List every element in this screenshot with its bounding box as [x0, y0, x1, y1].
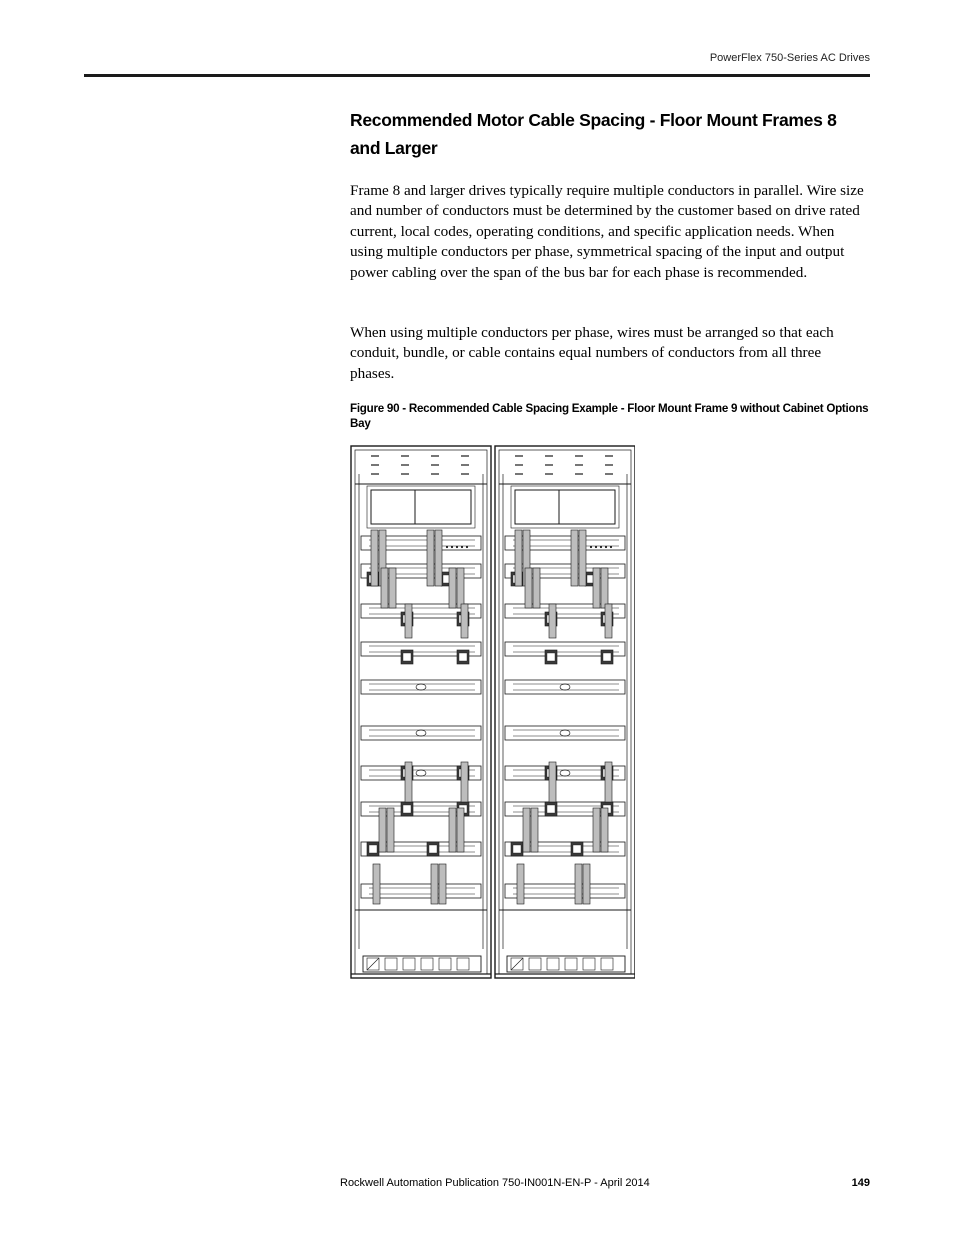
control-module [515, 490, 559, 524]
lug-face [403, 805, 411, 813]
conductor-cable [549, 762, 556, 802]
connector-dot [461, 546, 463, 548]
footer-publication: Rockwell Automation Publication 750-IN001N-EN-P - April 2014 [340, 1177, 650, 1189]
lug-face [603, 653, 611, 661]
conductor-cable [533, 568, 540, 608]
conductor-cable [605, 762, 612, 802]
conductor-cable [517, 864, 524, 904]
connector-dot [595, 546, 597, 548]
conductor-cable [461, 762, 468, 802]
connector-dot [446, 546, 448, 548]
module-bracket [367, 486, 475, 528]
conductor-cable [571, 530, 578, 586]
conductor-cable [515, 530, 522, 586]
base-cutout [385, 958, 397, 970]
connector-dot [590, 546, 592, 548]
conductor-cable [531, 808, 538, 852]
conductor-cable [601, 568, 608, 608]
base-cutout [601, 958, 613, 970]
bus-bar [505, 680, 625, 694]
lug-face [547, 805, 555, 813]
base-plate [507, 956, 625, 972]
base-cutout [439, 958, 451, 970]
conductor-cable [427, 530, 434, 586]
bus-bar-hole [560, 770, 570, 776]
conductor-cable [449, 568, 456, 608]
bus-bar-hole [416, 770, 426, 776]
module-bracket [511, 486, 619, 528]
conductor-cable [389, 568, 396, 608]
base-cutout-diag [511, 958, 523, 970]
conductor-cable [371, 530, 378, 586]
control-module [415, 490, 471, 524]
conductor-cable [605, 604, 612, 638]
conductor-cable [457, 808, 464, 852]
base-cutout [529, 958, 541, 970]
conductor-cable [601, 808, 608, 852]
bus-bar-hole [416, 730, 426, 736]
base-cutout [421, 958, 433, 970]
conductor-cable [449, 808, 456, 852]
lug-face [429, 845, 437, 853]
base-cutout [565, 958, 577, 970]
conductor-cable [405, 604, 412, 638]
connector-dot [456, 546, 458, 548]
base-cutout [547, 958, 559, 970]
conductor-cable [381, 568, 388, 608]
base-cutout [403, 958, 415, 970]
control-module [559, 490, 615, 524]
lug-face [403, 653, 411, 661]
figure-caption: Figure 90 - Recommended Cable Spacing Example - Floor Mount Frame 9 without Cabinet Options Bay [350, 402, 869, 430]
conductor-cable [373, 864, 380, 904]
body-paragraph-2: When using multiple conductors per phase, wires must be arranged so that each conduit, bundle, or cable contains equal numbers of conductors from all three phases. [350, 324, 834, 382]
conductor-cable [379, 808, 386, 852]
lug-face [369, 845, 377, 853]
base-cutout-diag [367, 958, 379, 970]
page-number: 149 [851, 1177, 870, 1189]
connector-dot [600, 546, 602, 548]
cabinet-drawing-svg [349, 444, 635, 982]
conductor-cable [575, 864, 582, 904]
conductor-cable [461, 604, 468, 638]
bus-bar-hole [560, 730, 570, 736]
conductor-cable [525, 568, 532, 608]
section-title: Recommended Motor Cable Spacing - Floor Mount Frames 8 and Larger [350, 110, 837, 158]
control-module [371, 490, 415, 524]
header-rule [84, 74, 870, 77]
bus-bar [361, 680, 481, 694]
connector-dot [466, 546, 468, 548]
base-plate [363, 956, 481, 972]
bus-bar-hole [560, 684, 570, 690]
conductor-cable [457, 568, 464, 608]
base-cutout [583, 958, 595, 970]
conductor-cable [405, 762, 412, 802]
conductor-cable [593, 808, 600, 852]
lug-face [459, 653, 467, 661]
conductor-cable [387, 808, 394, 852]
conductor-cable [583, 864, 590, 904]
conductor-cable [523, 808, 530, 852]
conductor-cable [549, 604, 556, 638]
conductor-cable [439, 864, 446, 904]
cabinet-drawing [349, 444, 635, 982]
base-cutout [457, 958, 469, 970]
connector-dot [610, 546, 612, 548]
bus-bar-hole [416, 684, 426, 690]
lug-face [547, 653, 555, 661]
conductor-cable [435, 530, 442, 586]
lug-face [573, 845, 581, 853]
body-paragraph-1: Frame 8 and larger drives typically require multiple conductors in parallel. Wire size and number of conductors must be determined by the customer based on drive rated current, local codes, operating conditions, and specific application needs. When using multiple conductors per phase, symmetrical spacing of the input and output power cabling over the span of the bus bar for each phase is recommended. [350, 182, 864, 281]
bus-bar [361, 726, 481, 740]
conductor-cable [579, 530, 586, 586]
lug-face [513, 845, 521, 853]
bus-bar [505, 726, 625, 740]
connector-dot [605, 546, 607, 548]
conductor-cable [593, 568, 600, 608]
connector-dot [451, 546, 453, 548]
conductor-cable [431, 864, 438, 904]
running-header: PowerFlex 750-Series AC Drives [709, 52, 870, 64]
